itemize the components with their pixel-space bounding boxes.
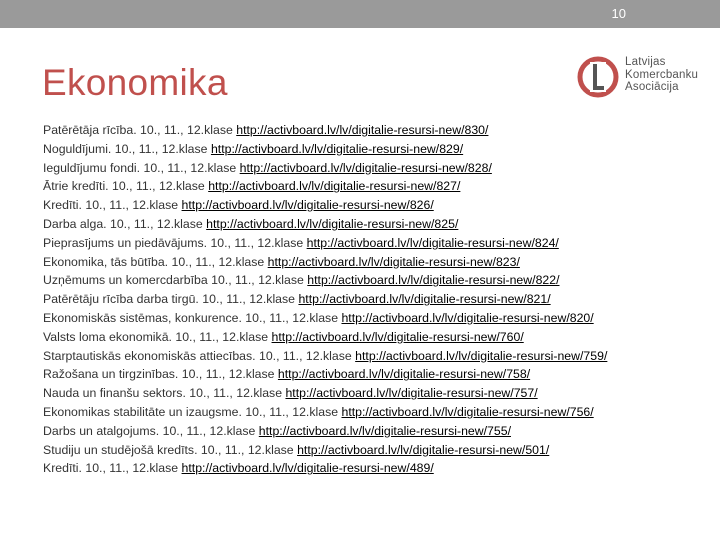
page-title: Ekonomika (42, 62, 228, 103)
list-item (43, 271, 683, 290)
item-text: Studiju un studējošā kredīts. 10., 11., 12.klase (43, 442, 298, 457)
resource-link[interactable]: http://activboard.lv/lv/digitalie-resursi-new/830/ (236, 123, 489, 137)
resource-link[interactable]: http://activboard.lv/lv/digitalie-resursi-new/756/ (341, 404, 594, 419)
list-item (43, 140, 683, 159)
slide-number: 10 (611, 6, 626, 21)
resource-link[interactable]: http://activboard.lv/lv/digitalie-resursi-new/826/ (181, 198, 434, 213)
resource-list (43, 121, 683, 478)
item-text: Uzņēmums un komercdarbība 10., 11., 12.klase (43, 273, 308, 288)
list-item (43, 328, 683, 347)
list-item (43, 159, 683, 178)
logo-line: Komercbanku (625, 68, 699, 81)
list-item (43, 253, 683, 272)
item-text: Patērētāju rīcība darba tirgū. 10., 11., 12.klase (43, 292, 299, 307)
resource-link[interactable]: http://activboard.lv/lv/digitalie-resursi-new/825/ (206, 216, 459, 231)
item-text: Starptautiskās ekonomiskās attiecības. 10., 11., 12.klase (43, 348, 356, 363)
list-item (43, 177, 683, 196)
list-item (43, 403, 683, 422)
list-item (43, 215, 683, 234)
resource-link[interactable]: http://activboard.lv/lv/digitalie-resursi-new/828/ (239, 160, 492, 175)
logo-line: Asociācija (625, 81, 679, 93)
item-text: Noguldījumi. 10., 11., 12.klase (43, 141, 211, 156)
resource-link[interactable]: http://activboard.lv/lv/digitalie-resursi-new/757/ (285, 386, 538, 401)
resource-link[interactable]: http://activboard.lv/lv/digitalie-resursi-new/821/ (298, 292, 551, 307)
resource-link[interactable]: http://activboard.lv/lv/digitalie-resursi-new/824/ (306, 235, 559, 250)
list-item (43, 347, 683, 366)
resource-link[interactable]: http://activboard.lv/lv/digitalie-resursi-new/829/ (210, 141, 464, 156)
item-text: Ekonomikas stabilitāte un izaugsme. 10., 11., 12.klase (43, 404, 342, 419)
item-text: Ekonomiskās sistēmas, konkurence. 10., 11., 12.klase (43, 310, 342, 325)
logo-line: Latvijas (625, 56, 666, 68)
resource-link[interactable]: http://activboard.lv/lv/digitalie-resursi-new/760/ (271, 329, 524, 344)
item-text: Darba alga. 10., 11., 12.klase (43, 216, 207, 231)
list-item (43, 309, 683, 328)
item-text: Ieguldījumu fondi. 10., 11., 12.klase (43, 160, 240, 175)
list-item (43, 422, 683, 441)
top-bar (0, 0, 720, 28)
resource-link[interactable]: http://activboard.lv/lv/digitalie-resursi-new/820/ (341, 310, 594, 325)
resource-link[interactable]: http://activboard.lv/lv/digitalie-resursi-new/827/ (208, 179, 461, 194)
item-text: Ātrie kredīti. 10., 11., 12.klase (43, 179, 209, 194)
bank-association-emblem-icon (575, 54, 621, 100)
resource-link[interactable]: http://activboard.lv/lv/digitalie-resursi-new/823/ (267, 254, 520, 269)
list-item (43, 196, 683, 215)
lka-logo (575, 54, 715, 102)
list-item (43, 459, 683, 478)
list-item (43, 234, 683, 253)
resource-link[interactable]: http://activboard.lv/lv/digitalie-resursi-new/501/ (297, 442, 550, 457)
list-item (43, 441, 683, 460)
resource-link[interactable]: http://activboard.lv/lv/digitalie-resursi-new/758/ (277, 367, 531, 382)
item-text: Darbs un atalgojums. 10., 11., 12.klase (43, 423, 259, 438)
item-text: Ražošana un tirgzinības. 10., 11., 12.klase (43, 367, 278, 382)
item-text: Patērētāja rīcība. 10., 11., 12.klase (43, 123, 237, 137)
logo-text (625, 56, 698, 94)
item-text: Kredīti. 10., 11., 12.klase (43, 461, 182, 476)
resource-link[interactable]: http://activboard.lv/lv/digitalie-resursi-new/759/ (355, 348, 608, 363)
list-item (43, 365, 683, 384)
item-text: Pieprasījums un piedāvājums. 10., 11., 12.klase (43, 235, 307, 250)
resource-link[interactable]: http://activboard.lv/lv/digitalie-resursi-new/822/ (307, 273, 560, 288)
list-item (43, 384, 683, 403)
list-item (43, 121, 683, 140)
resource-link[interactable]: http://activboard.lv/lv/digitalie-resursi-new/489/ (181, 461, 434, 476)
item-text: Ekonomika, tās būtība. 10., 11., 12.klase (43, 254, 268, 269)
list-item (43, 290, 683, 309)
item-text: Kredīti. 10., 11., 12.klase (43, 198, 182, 213)
item-text: Nauda un finanšu sektors. 10., 11., 12.klase (43, 386, 286, 401)
resource-link[interactable]: http://activboard.lv/lv/digitalie-resursi-new/755/ (258, 423, 511, 438)
item-text: Valsts loma ekonomikā. 10., 11., 12.klase (43, 329, 272, 344)
